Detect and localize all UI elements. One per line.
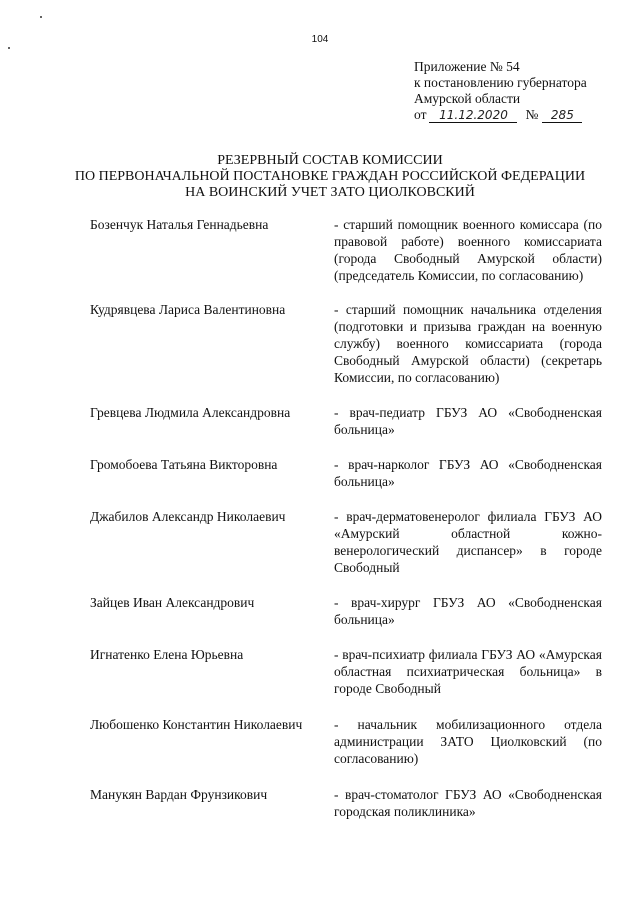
annex-reference: к постановлению губернатора [414,75,587,90]
page-number: 104 [311,34,329,45]
member-role: - врач-дерматовенеролог филиала ГБУЗ АО «Амурский областной кожно-венерологический диспансер» в городе Свободный [334,509,602,575]
title-line-1: РЕЗЕРВНЫЙ СОСТАВ КОМИССИИ [217,153,443,168]
member-role: - врач-педиатр ГБУЗ АО «Свободненская больница» [334,405,602,437]
title-line-2: ПО ПЕРВОНАЧАЛЬНОЙ ПОСТАНОВКЕ ГРАЖДАН РОССИЙСКОЙ ФЕДЕРАЦИИ [74,169,586,184]
member-entry [90,594,605,628]
member-entry [90,786,605,820]
member-entry [90,456,605,490]
member-entry [90,646,605,697]
member-name: Игнатенко Елена Юрьевна [90,647,244,662]
handwritten-number: 285 [542,108,582,123]
member-entry [90,301,605,386]
member-name: Манукян Вардан Фрунзикович [90,787,268,802]
member-name: Громобоева Татьяна Викторовна [90,457,278,472]
annex-region: Амурской области [414,91,521,106]
number-label: № [525,107,539,122]
member-role: - врач-хирург ГБУЗ АО «Свободненская больница» [334,595,602,627]
handwritten-date: 11.12.2020 [429,108,517,123]
member-role: - врач-психиатр филиала ГБУЗ АО «Амурская областная психиатрическая больница» в городе Свободный [334,647,602,696]
member-role: - старший помощник начальника отделения (подготовки и призыва граждан на военную службу) военного комиссариата (города Свободный Амурской области) (секретарь Комиссии, по согласованию) [334,302,602,385]
annex-date-line [414,107,634,123]
date-from-label: от [414,107,427,122]
member-name: Зайцев Иван Александрович [90,595,255,610]
member-entry [90,404,605,438]
member-entry [90,716,605,767]
member-name: Бозенчук Наталья Геннадьевна [90,217,269,232]
member-role: - врач-нарколог ГБУЗ АО «Свободненская больница» [334,457,602,489]
member-role: - старший помощник военного комиссара (по правовой работе) военного комиссариата (города Свободный Амурской области) (председатель Комиссии, по согласованию) [334,217,602,283]
annex-title: Приложение № 54 [414,59,520,74]
member-name: Любошенко Константин Николаевич [90,717,303,732]
member-entry [90,216,605,284]
member-role: - врач-стоматолог ГБУЗ АО «Свободненская городская поликлиника» [334,787,602,819]
members-list [90,216,605,820]
scan-speck [8,47,10,49]
title-line-3: НА ВОИНСКИЙ УЧЕТ ЗАТО ЦИОЛКОВСКИЙ [185,185,475,200]
member-role: - начальник мобилизационного отдела администрации ЗАТО Циолковский (по согласованию) [334,717,602,766]
member-name: Кудрявцева Лариса Валентиновна [90,302,286,317]
annex-block [414,59,634,123]
member-name: Гревцева Людмила Александровна [90,405,291,420]
member-name: Джабилов Александр Николаевич [90,509,286,524]
document-title [60,153,600,201]
member-entry [90,508,605,576]
scan-speck [40,16,42,18]
